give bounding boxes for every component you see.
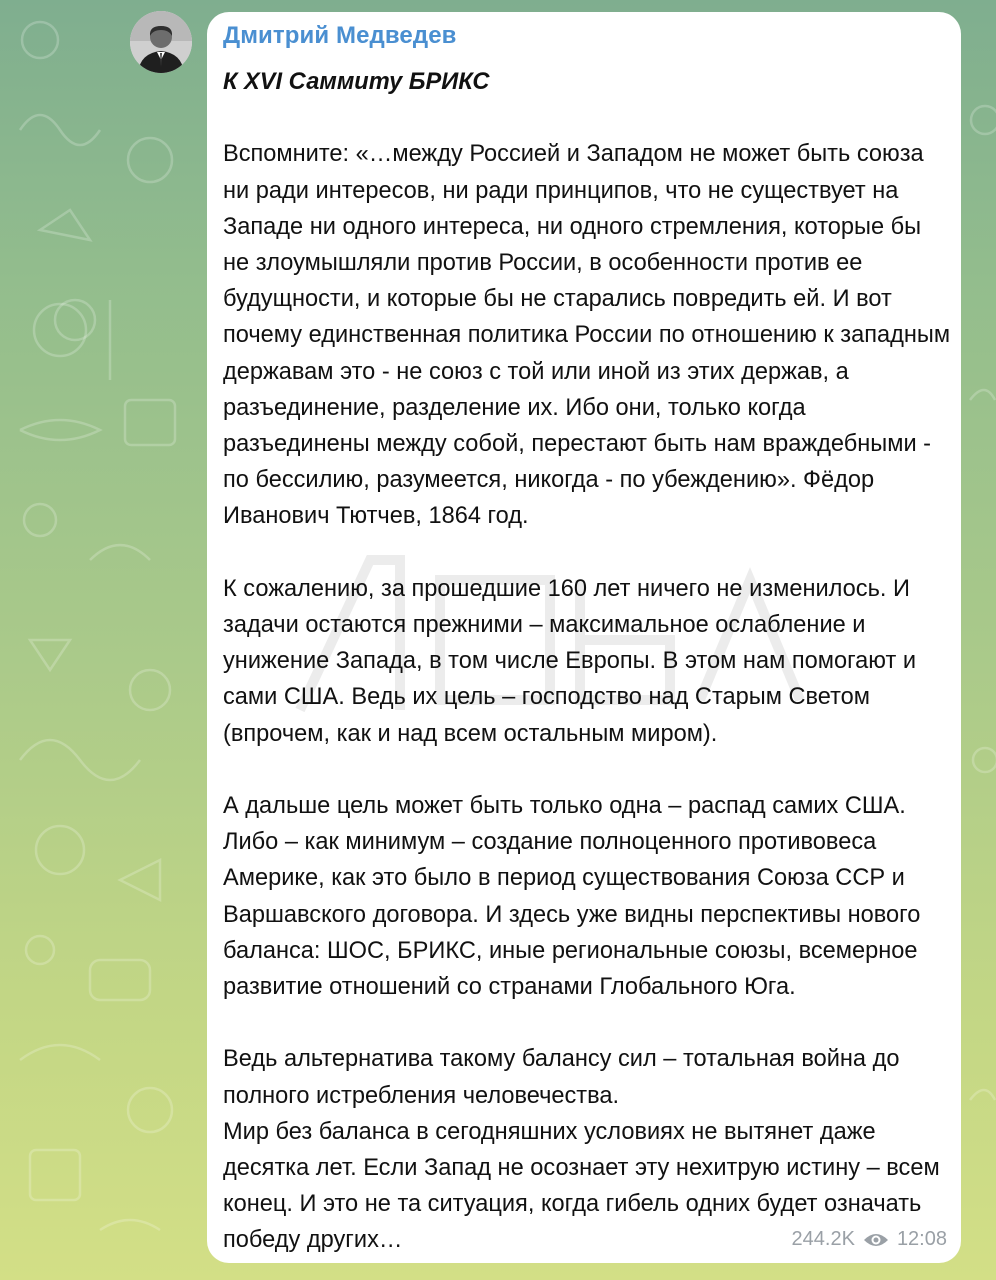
message-paragraph: Мир без баланса в сегодняшних условиях не вытянет даже десятка лет. Если Запад не осознает эту нехитрую истину – всем конец. И это не та ситуация, когда гибель одних будет означать победу других… <box>223 1118 940 1254</box>
view-count: 244.2K <box>791 1228 855 1250</box>
eye-icon <box>863 1231 889 1249</box>
message-title: К XVI Саммиту БРИКС <box>223 69 490 95</box>
message-paragraph: Ведь альтернатива такому балансу сил – тотальная война до полного истребления человечества. <box>223 1046 900 1109</box>
author-name[interactable]: Дмитрий Медведев <box>223 22 457 49</box>
message-paragraph: К сожалению, за прошедшие 160 лет ничего не изменилось. И задачи остаются прежними – максимальное ослабление и унижение Запада, в том числе Европы. В этом нам помогают и сами США. Ведь их цель – господство над Старым Светом (впрочем, как и над всем остальным миром). <box>223 575 917 747</box>
message-time: 12:08 <box>896 1228 947 1250</box>
message-paragraph: Вспомните: «…между Россией и Западом не может быть союза ни ради интересов, ни ради принципов, что не существует на Западе ни одного интереса, ни одного стремления, которые бы не злоумышляли против России, в особенности против ее будущности, и которые бы не старались повредить ей. И вот почему единственная политика России по отношению к западным державам это - не союз с той или иной из этих держав, а разъединение, разделение их. Ибо они, только когда разъединены между собой, перестают быть нам враждебными - по бессилию, разумеется, никогда - по убеждению». Фёдор Иванович Тютчев, 1864 год. <box>223 141 951 530</box>
message-text <box>223 64 951 1259</box>
message-paragraph: А дальше цель может быть только одна – распад самих США. Либо – как минимум – создание полноценного противовеса Америке, как это было в период существования Союза ССР и Варшавского договора. И здесь уже видны перспективы нового баланса: ШОС, БРИКС, иные региональные союзы, всемерное развитие отношений со странами Глобального Юга. <box>223 793 921 1001</box>
avatar[interactable] <box>130 11 192 73</box>
message-meta <box>792 1228 947 1251</box>
message-bubble <box>207 12 961 1263</box>
avatar-photo-icon <box>130 11 192 73</box>
